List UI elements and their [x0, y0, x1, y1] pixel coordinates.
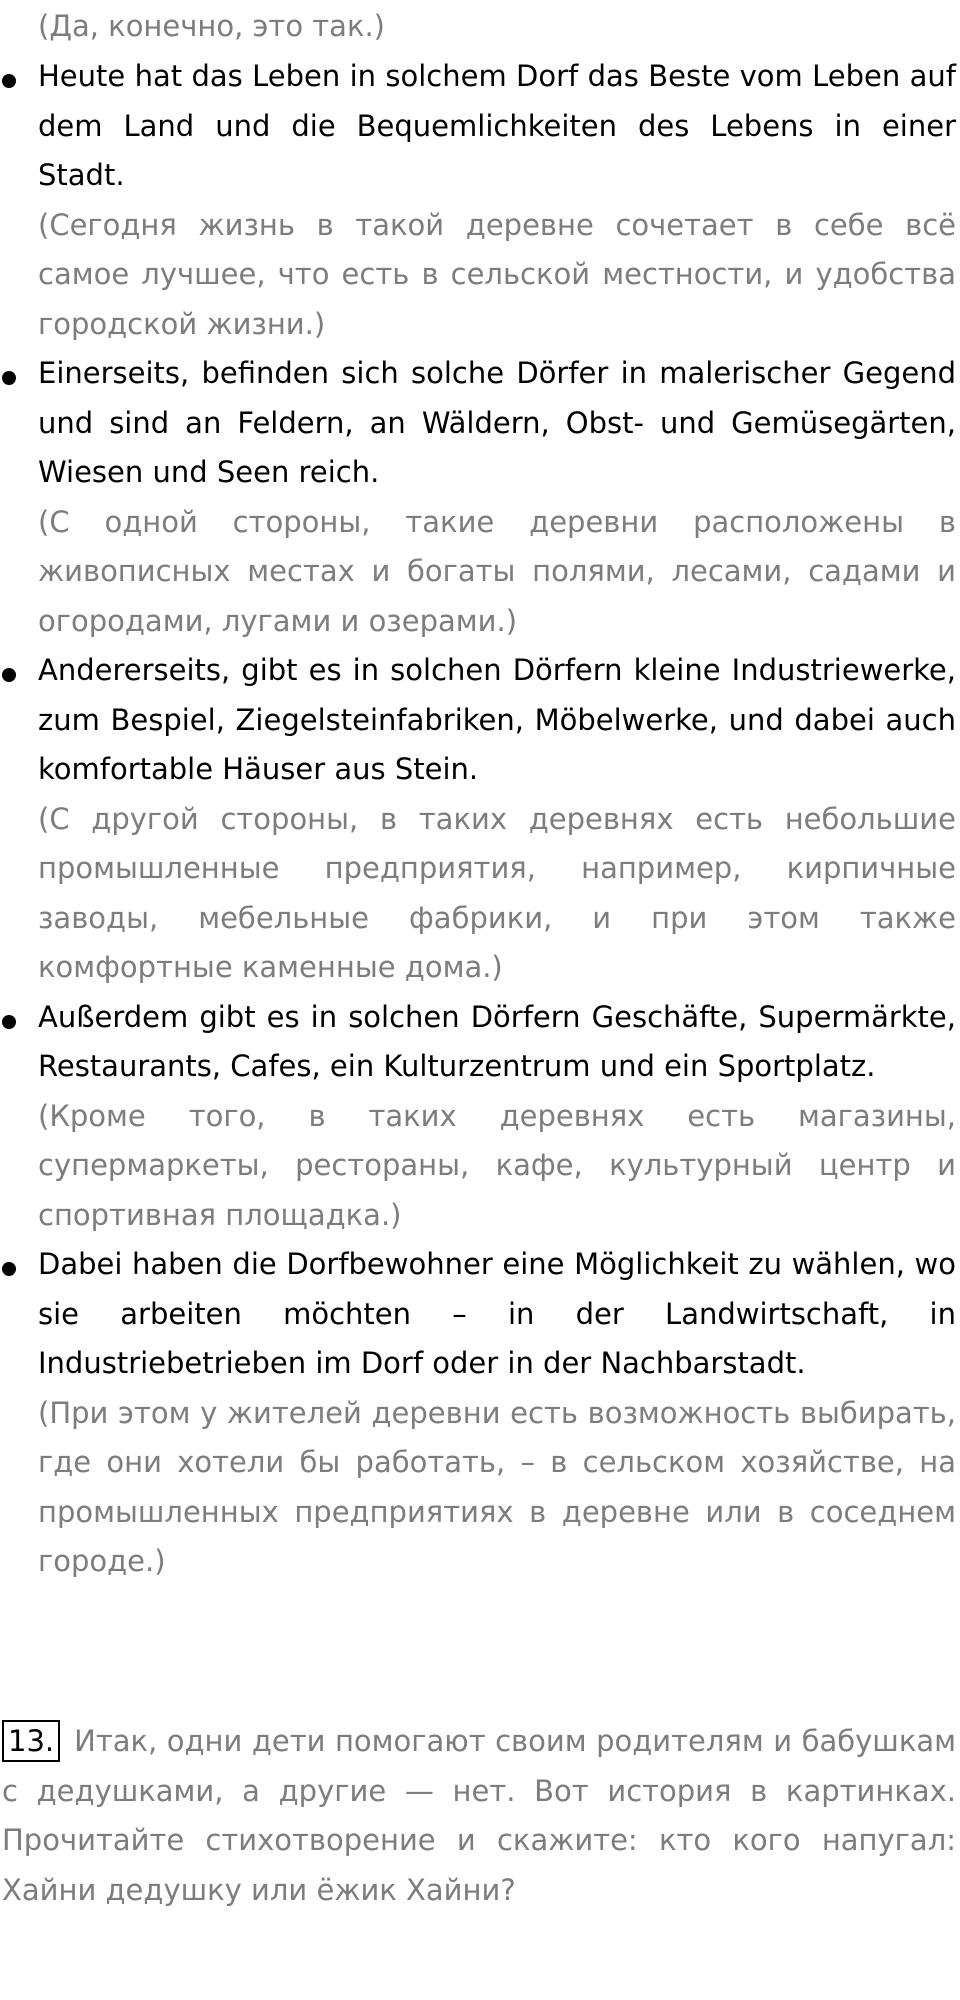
- task-text: Итак, одни дети помогают своим родителям и бабушкам с дедушками, а другие — нет. Вот история в картинках. Прочитайте стихотворение и скажите: кто кого напугал: Хайни дедушку или ёжик Хайни?: [2, 1724, 956, 1907]
- german-sentence: Dabei haben die Dorfbewohner eine Möglichkeit zu wählen, wo sie arbeiten möchten – in der Landwirtschaft, in Industriebetrieben im Dorf oder in der Nachbarstadt.: [38, 1247, 956, 1380]
- russian-translation: (Кроме того, в таких деревнях есть магазины, супермаркеты, рестораны, кафе, культурный центр и спортивная площадка.): [38, 1098, 956, 1232]
- bullet-list: [0, 52, 960, 1587]
- german-sentence: Außerdem gibt es in solchen Dörfern Geschäfte, Supermärkte, Restaurants, Cafes, ein Kulturzentrum und ein Sportplatz.: [38, 999, 956, 1083]
- list-item: [0, 993, 956, 1241]
- bullet-icon: [2, 371, 16, 385]
- task-paragraph: [2, 1717, 956, 1915]
- bullet-icon: [2, 668, 16, 682]
- list-item: [0, 1240, 956, 1587]
- list-item: [0, 646, 956, 993]
- russian-translation: (С одной стороны, такие деревни расположены в живописных местах и богаты полями, лесами, садами и огородами, лугами и озерами.): [38, 504, 956, 638]
- russian-translation: (С другой стороны, в таких деревнях есть небольшие промышленные предприятия, например, кирпичные заводы, мебельные фабрики, и при этом также комфортные каменные дома.): [38, 801, 956, 984]
- task-number-box: 13.: [2, 1720, 60, 1762]
- list-item: [0, 349, 956, 646]
- german-sentence: Einerseits, befinden sich solche Dörfer in malerischer Gegend und sind an Feldern, an Wäldern, Obst- und Gemüsegärten, Wiesen und Seen reich.: [38, 356, 956, 489]
- translation-text: (Да, конечно, это так.): [38, 9, 385, 43]
- list-item: [0, 52, 956, 349]
- russian-translation: (Сегодня жизнь в такой деревне сочетает в себе всё самое лучшее, что есть в сельской местности, и удобства городской жизни.): [38, 207, 956, 341]
- bullet-icon: [2, 1015, 16, 1029]
- russian-translation: (При этом у жителей деревни есть возможность выбирать, где они хотели бы работать, – в сельском хозяйстве, на промышленных предприятиях в деревне или в соседнем городе.): [38, 1395, 956, 1578]
- german-sentence: Andererseits, gibt es in solchen Dörfern kleine Industriewerke, zum Bespiel, Ziegelsteinfabriken, Möbelwerke, und dabei auch komfortable Häuser aus Stein.: [38, 653, 956, 786]
- bullet-icon: [2, 1262, 16, 1276]
- bullet-icon: [2, 74, 16, 88]
- german-sentence: Heute hat das Leben in solchem Dorf das Beste vom Leben auf dem Land und die Bequemlichkeiten des Lebens in einer Stadt.: [38, 59, 956, 192]
